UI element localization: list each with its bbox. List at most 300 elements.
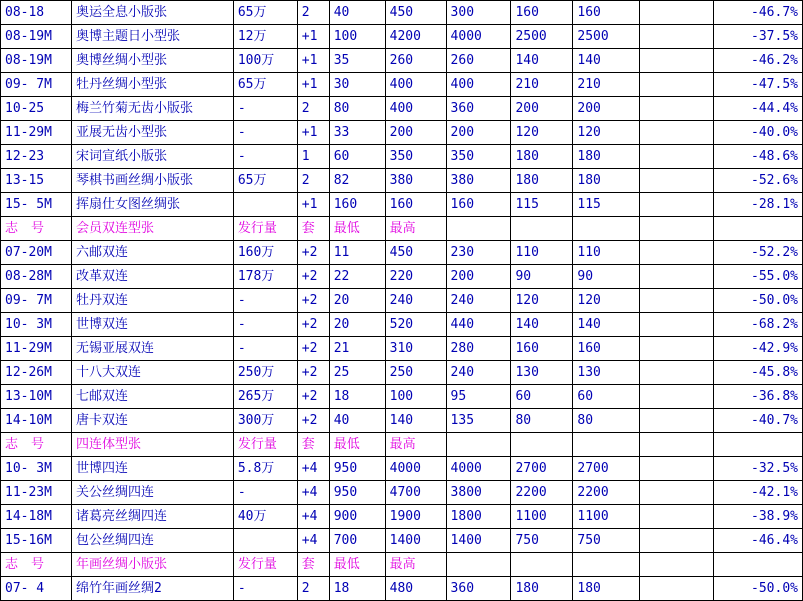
cell-code[interactable]: 13-10M [1, 385, 72, 409]
header-cell-price-a[interactable] [446, 433, 511, 457]
cell-name[interactable]: 牡丹双连 [71, 289, 233, 313]
cell-price-a[interactable]: 440 [446, 313, 511, 337]
table-row [1, 313, 803, 337]
cell-issue-qty[interactable] [233, 193, 297, 217]
cell-issue-qty[interactable]: 5.8万 [233, 457, 297, 481]
table-row [1, 577, 803, 601]
cell-price-a[interactable]: 400 [446, 73, 511, 97]
cell-blank[interactable] [640, 529, 714, 553]
cell-set[interactable]: +2 [297, 241, 329, 265]
cell-price-b[interactable]: 90 [511, 265, 573, 289]
cell-price-c[interactable]: 210 [573, 73, 640, 97]
header-cell-price-c[interactable] [573, 433, 640, 457]
cell-set[interactable]: +4 [297, 481, 329, 505]
cell-price-b[interactable]: 120 [511, 289, 573, 313]
cell-price-c[interactable]: 750 [573, 529, 640, 553]
cell-blank[interactable] [640, 49, 714, 73]
cell-name[interactable]: 琴棋书画丝绸小版张 [71, 169, 233, 193]
cell-issue-qty[interactable]: - [233, 337, 297, 361]
table-row [1, 385, 803, 409]
cell-name[interactable]: 亚展无齿小型张 [71, 121, 233, 145]
cell-name[interactable]: 挥扇仕女图丝绸张 [71, 193, 233, 217]
cell-code[interactable]: 14-18M [1, 505, 72, 529]
cell-issue-qty[interactable]: 178万 [233, 265, 297, 289]
cell-blank[interactable] [640, 313, 714, 337]
cell-high-price[interactable]: 450 [385, 1, 446, 25]
cell-name[interactable]: 梅兰竹菊无齿小版张 [71, 97, 233, 121]
header-cell-price-b[interactable] [511, 553, 573, 577]
header-cell-change-pct[interactable] [714, 433, 803, 457]
table-row [1, 73, 803, 97]
table-row [1, 361, 803, 385]
cell-low-price[interactable]: 35 [329, 49, 385, 73]
cell-price-c[interactable]: 180 [573, 169, 640, 193]
cell-price-a[interactable]: 3800 [446, 481, 511, 505]
header-cell-high-price[interactable]: 最高 [385, 553, 446, 577]
cell-issue-qty[interactable]: - [233, 313, 297, 337]
cell-issue-qty[interactable]: 65万 [233, 1, 297, 25]
cell-set[interactable]: +1 [297, 193, 329, 217]
table-row [1, 169, 803, 193]
cell-high-price[interactable]: 220 [385, 265, 446, 289]
cell-code[interactable]: 08-19M [1, 49, 72, 73]
cell-price-a[interactable]: 230 [446, 241, 511, 265]
cell-price-a[interactable]: 4000 [446, 25, 511, 49]
cell-name[interactable]: 六邮双连 [71, 241, 233, 265]
cell-high-price[interactable]: 4200 [385, 25, 446, 49]
cell-price-b[interactable]: 160 [511, 337, 573, 361]
cell-blank[interactable] [640, 481, 714, 505]
cell-low-price[interactable]: 700 [329, 529, 385, 553]
cell-set[interactable]: +2 [297, 409, 329, 433]
cell-name[interactable]: 宋词宣纸小版张 [71, 145, 233, 169]
cell-change-pct[interactable]: -50.0% [714, 577, 803, 601]
cell-low-price[interactable]: 950 [329, 457, 385, 481]
table-row [1, 25, 803, 49]
cell-blank[interactable] [640, 241, 714, 265]
cell-low-price[interactable]: 18 [329, 385, 385, 409]
cell-code[interactable]: 10-25 [1, 97, 72, 121]
cell-issue-qty[interactable]: 40万 [233, 505, 297, 529]
cell-issue-qty[interactable]: - [233, 577, 297, 601]
header-cell-change-pct[interactable] [714, 217, 803, 241]
cell-blank[interactable] [640, 121, 714, 145]
cell-low-price[interactable]: 20 [329, 289, 385, 313]
cell-low-price[interactable]: 160 [329, 193, 385, 217]
header-cell-set[interactable]: 套 [297, 553, 329, 577]
cell-change-pct[interactable]: -40.7% [714, 409, 803, 433]
cell-change-pct[interactable]: -36.8% [714, 385, 803, 409]
cell-price-a[interactable]: 200 [446, 121, 511, 145]
cell-blank[interactable] [640, 409, 714, 433]
table-row [1, 49, 803, 73]
cell-price-c[interactable]: 140 [573, 49, 640, 73]
cell-change-pct[interactable]: -28.1% [714, 193, 803, 217]
cell-set[interactable]: 2 [297, 169, 329, 193]
cell-code[interactable]: 07- 4 [1, 577, 72, 601]
header-cell-price-c[interactable] [573, 217, 640, 241]
cell-price-b[interactable]: 60 [511, 385, 573, 409]
cell-blank[interactable] [640, 25, 714, 49]
header-cell-price-b[interactable] [511, 433, 573, 457]
cell-high-price[interactable]: 520 [385, 313, 446, 337]
cell-price-c[interactable]: 115 [573, 193, 640, 217]
cell-set[interactable]: +1 [297, 49, 329, 73]
cell-high-price[interactable]: 350 [385, 145, 446, 169]
header-cell-issue-qty[interactable]: 发行量 [233, 433, 297, 457]
table-row [1, 409, 803, 433]
cell-set[interactable]: 2 [297, 1, 329, 25]
cell-high-price[interactable]: 1900 [385, 505, 446, 529]
cell-price-b[interactable]: 130 [511, 361, 573, 385]
cell-name[interactable]: 包公丝绸四连 [71, 529, 233, 553]
header-cell-price-b[interactable] [511, 217, 573, 241]
cell-blank[interactable] [640, 505, 714, 529]
cell-price-a[interactable]: 95 [446, 385, 511, 409]
cell-low-price[interactable]: 80 [329, 97, 385, 121]
cell-name[interactable]: 七邮双连 [71, 385, 233, 409]
cell-price-b[interactable]: 80 [511, 409, 573, 433]
cell-change-pct[interactable]: -50.0% [714, 289, 803, 313]
header-cell-price-a[interactable] [446, 553, 511, 577]
table-row [1, 505, 803, 529]
cell-set[interactable]: +2 [297, 289, 329, 313]
cell-code[interactable]: 11-29M [1, 121, 72, 145]
cell-price-a[interactable]: 260 [446, 49, 511, 73]
cell-set[interactable]: +1 [297, 121, 329, 145]
cell-set[interactable]: 1 [297, 145, 329, 169]
cell-blank[interactable] [640, 193, 714, 217]
cell-change-pct[interactable]: -38.9% [714, 505, 803, 529]
cell-low-price[interactable]: 25 [329, 361, 385, 385]
cell-code[interactable]: 13-15 [1, 169, 72, 193]
cell-name[interactable]: 改革双连 [71, 265, 233, 289]
cell-code[interactable]: 07-20M [1, 241, 72, 265]
cell-change-pct[interactable]: -32.5% [714, 457, 803, 481]
cell-code[interactable]: 10- 3M [1, 457, 72, 481]
header-cell-set[interactable]: 套 [297, 217, 329, 241]
cell-low-price[interactable]: 100 [329, 25, 385, 49]
cell-price-b[interactable]: 180 [511, 145, 573, 169]
cell-issue-qty[interactable]: 65万 [233, 169, 297, 193]
cell-price-a[interactable]: 1400 [446, 529, 511, 553]
cell-high-price[interactable]: 4700 [385, 481, 446, 505]
cell-change-pct[interactable]: -40.0% [714, 121, 803, 145]
cell-high-price[interactable]: 450 [385, 241, 446, 265]
cell-change-pct[interactable]: -68.2% [714, 313, 803, 337]
cell-name[interactable]: 无锡亚展双连 [71, 337, 233, 361]
cell-change-pct[interactable]: -52.6% [714, 169, 803, 193]
header-cell-high-price[interactable]: 最高 [385, 433, 446, 457]
cell-price-b[interactable]: 2500 [511, 25, 573, 49]
cell-change-pct[interactable]: -46.4% [714, 529, 803, 553]
cell-name[interactable]: 世博四连 [71, 457, 233, 481]
cell-price-b[interactable]: 1100 [511, 505, 573, 529]
cell-high-price[interactable]: 100 [385, 385, 446, 409]
cell-code[interactable]: 11-23M [1, 481, 72, 505]
table-row [1, 193, 803, 217]
cell-price-a[interactable]: 350 [446, 145, 511, 169]
cell-name[interactable]: 奥运全息小版张 [71, 1, 233, 25]
cell-code[interactable]: 08-19M [1, 25, 72, 49]
header-cell-price-a[interactable] [446, 217, 511, 241]
cell-set[interactable]: +1 [297, 73, 329, 97]
cell-price-a[interactable]: 160 [446, 193, 511, 217]
cell-low-price[interactable]: 40 [329, 409, 385, 433]
cell-price-b[interactable]: 115 [511, 193, 573, 217]
cell-price-b[interactable]: 750 [511, 529, 573, 553]
cell-change-pct[interactable]: -37.5% [714, 25, 803, 49]
cell-high-price[interactable]: 4000 [385, 457, 446, 481]
cell-price-b[interactable]: 2200 [511, 481, 573, 505]
cell-price-c[interactable]: 90 [573, 265, 640, 289]
cell-name[interactable]: 关公丝绸四连 [71, 481, 233, 505]
header-cell-blank[interactable] [640, 217, 714, 241]
table-row [1, 289, 803, 313]
cell-high-price[interactable]: 200 [385, 121, 446, 145]
section-header-row [1, 553, 803, 577]
cell-name[interactable]: 奥博主题日小型张 [71, 25, 233, 49]
cell-high-price[interactable]: 310 [385, 337, 446, 361]
cell-low-price[interactable]: 950 [329, 481, 385, 505]
cell-change-pct[interactable]: -48.6% [714, 145, 803, 169]
cell-set[interactable]: +2 [297, 385, 329, 409]
cell-code[interactable]: 15- 5M [1, 193, 72, 217]
cell-blank[interactable] [640, 457, 714, 481]
cell-change-pct[interactable]: -45.8% [714, 361, 803, 385]
cell-price-c[interactable]: 160 [573, 337, 640, 361]
cell-price-c[interactable]: 180 [573, 145, 640, 169]
cell-blank[interactable] [640, 265, 714, 289]
section-header-row [1, 217, 803, 241]
header-cell-blank[interactable] [640, 433, 714, 457]
cell-price-a[interactable]: 360 [446, 97, 511, 121]
cell-code[interactable]: 15-16M [1, 529, 72, 553]
cell-price-b[interactable]: 180 [511, 577, 573, 601]
header-cell-name[interactable]: 会员双连型张 [71, 217, 233, 241]
cell-set[interactable]: 2 [297, 577, 329, 601]
table-row [1, 337, 803, 361]
cell-low-price[interactable]: 22 [329, 265, 385, 289]
cell-price-b[interactable]: 160 [511, 1, 573, 25]
cell-blank[interactable] [640, 1, 714, 25]
cell-high-price[interactable]: 260 [385, 49, 446, 73]
cell-code[interactable]: 09- 7M [1, 73, 72, 97]
cell-code[interactable]: 12-26M [1, 361, 72, 385]
cell-issue-qty[interactable]: 300万 [233, 409, 297, 433]
header-cell-change-pct[interactable] [714, 553, 803, 577]
cell-issue-qty[interactable]: 160万 [233, 241, 297, 265]
cell-price-c[interactable]: 180 [573, 577, 640, 601]
cell-low-price[interactable]: 20 [329, 313, 385, 337]
cell-set[interactable]: +2 [297, 313, 329, 337]
cell-price-b[interactable]: 120 [511, 121, 573, 145]
header-cell-code[interactable]: 志 号 [1, 433, 72, 457]
section-header-row [1, 433, 803, 457]
cell-code[interactable]: 12-23 [1, 145, 72, 169]
header-cell-name[interactable]: 年画丝绸小版张 [71, 553, 233, 577]
cell-price-a[interactable]: 280 [446, 337, 511, 361]
header-cell-price-c[interactable] [573, 553, 640, 577]
cell-price-c[interactable]: 120 [573, 289, 640, 313]
cell-issue-qty[interactable]: - [233, 97, 297, 121]
table-row [1, 97, 803, 121]
cell-blank[interactable] [640, 361, 714, 385]
cell-high-price[interactable]: 380 [385, 169, 446, 193]
cell-price-c[interactable]: 2500 [573, 25, 640, 49]
cell-low-price[interactable]: 900 [329, 505, 385, 529]
cell-set[interactable]: +1 [297, 25, 329, 49]
cell-blank[interactable] [640, 97, 714, 121]
cell-set[interactable]: +4 [297, 457, 329, 481]
table-row [1, 457, 803, 481]
cell-price-a[interactable]: 360 [446, 577, 511, 601]
table-row [1, 145, 803, 169]
cell-price-a[interactable]: 300 [446, 1, 511, 25]
cell-code[interactable]: 11-29M [1, 337, 72, 361]
cell-name[interactable]: 诸葛亮丝绸四连 [71, 505, 233, 529]
header-cell-code[interactable]: 志 号 [1, 553, 72, 577]
cell-name[interactable]: 绵竹年画丝绸2 [71, 577, 233, 601]
cell-blank[interactable] [640, 385, 714, 409]
cell-set[interactable]: +2 [297, 361, 329, 385]
cell-set[interactable]: +2 [297, 337, 329, 361]
cell-price-c[interactable]: 1100 [573, 505, 640, 529]
table-row [1, 529, 803, 553]
cell-low-price[interactable]: 33 [329, 121, 385, 145]
cell-blank[interactable] [640, 169, 714, 193]
table-row [1, 241, 803, 265]
cell-price-c[interactable]: 2200 [573, 481, 640, 505]
cell-high-price[interactable]: 400 [385, 73, 446, 97]
cell-price-b[interactable]: 210 [511, 73, 573, 97]
cell-low-price[interactable]: 30 [329, 73, 385, 97]
cell-blank[interactable] [640, 73, 714, 97]
cell-issue-qty[interactable]: 265万 [233, 385, 297, 409]
header-cell-issue-qty[interactable]: 发行量 [233, 553, 297, 577]
cell-issue-qty[interactable] [233, 529, 297, 553]
cell-issue-qty[interactable]: - [233, 289, 297, 313]
cell-price-c[interactable]: 80 [573, 409, 640, 433]
cell-low-price[interactable]: 18 [329, 577, 385, 601]
cell-set[interactable]: +2 [297, 265, 329, 289]
cell-price-c[interactable]: 160 [573, 1, 640, 25]
cell-price-b[interactable]: 200 [511, 97, 573, 121]
cell-high-price[interactable]: 1400 [385, 529, 446, 553]
cell-code[interactable]: 09- 7M [1, 289, 72, 313]
cell-blank[interactable] [640, 577, 714, 601]
cell-code[interactable]: 08-18 [1, 1, 72, 25]
table-row [1, 121, 803, 145]
cell-blank[interactable] [640, 145, 714, 169]
cell-name[interactable]: 牡丹丝绸小型张 [71, 73, 233, 97]
cell-change-pct[interactable]: -52.2% [714, 241, 803, 265]
cell-code[interactable]: 14-10M [1, 409, 72, 433]
cell-name[interactable]: 世博双连 [71, 313, 233, 337]
cell-high-price[interactable]: 240 [385, 289, 446, 313]
cell-high-price[interactable]: 480 [385, 577, 446, 601]
cell-high-price[interactable]: 140 [385, 409, 446, 433]
header-cell-code[interactable]: 志 号 [1, 217, 72, 241]
cell-set[interactable]: 2 [297, 97, 329, 121]
cell-price-a[interactable]: 380 [446, 169, 511, 193]
cell-price-a[interactable]: 240 [446, 361, 511, 385]
cell-code[interactable]: 10- 3M [1, 313, 72, 337]
cell-issue-qty[interactable]: - [233, 145, 297, 169]
cell-price-c[interactable]: 120 [573, 121, 640, 145]
table-row [1, 1, 803, 25]
cell-issue-qty[interactable]: 250万 [233, 361, 297, 385]
cell-price-a[interactable]: 4000 [446, 457, 511, 481]
cell-issue-qty[interactable]: 65万 [233, 73, 297, 97]
cell-price-a[interactable]: 1800 [446, 505, 511, 529]
cell-name[interactable]: 十八大双连 [71, 361, 233, 385]
cell-change-pct[interactable]: -42.1% [714, 481, 803, 505]
cell-set[interactable]: +4 [297, 505, 329, 529]
cell-low-price[interactable]: 40 [329, 1, 385, 25]
cell-high-price[interactable]: 400 [385, 97, 446, 121]
cell-low-price[interactable]: 11 [329, 241, 385, 265]
cell-change-pct[interactable]: -42.9% [714, 337, 803, 361]
cell-change-pct[interactable]: -46.7% [714, 1, 803, 25]
cell-issue-qty[interactable]: 12万 [233, 25, 297, 49]
cell-price-b[interactable]: 110 [511, 241, 573, 265]
header-cell-set[interactable]: 套 [297, 433, 329, 457]
cell-price-a[interactable]: 200 [446, 265, 511, 289]
cell-price-c[interactable]: 130 [573, 361, 640, 385]
cell-change-pct[interactable]: -44.4% [714, 97, 803, 121]
cell-issue-qty[interactable]: - [233, 121, 297, 145]
cell-blank[interactable] [640, 289, 714, 313]
cell-price-b[interactable]: 2700 [511, 457, 573, 481]
cell-issue-qty[interactable]: - [233, 481, 297, 505]
cell-change-pct[interactable]: -47.5% [714, 73, 803, 97]
header-cell-low-price[interactable]: 最低 [329, 553, 385, 577]
table-row [1, 481, 803, 505]
header-cell-high-price[interactable]: 最高 [385, 217, 446, 241]
cell-name[interactable]: 奥博丝绸小型张 [71, 49, 233, 73]
cell-high-price[interactable]: 160 [385, 193, 446, 217]
cell-name[interactable]: 唐卡双连 [71, 409, 233, 433]
cell-price-c[interactable]: 2700 [573, 457, 640, 481]
cell-price-b[interactable]: 140 [511, 49, 573, 73]
cell-set[interactable]: +4 [297, 529, 329, 553]
cell-low-price[interactable]: 21 [329, 337, 385, 361]
cell-price-a[interactable]: 135 [446, 409, 511, 433]
cell-price-a[interactable]: 240 [446, 289, 511, 313]
cell-price-b[interactable]: 140 [511, 313, 573, 337]
cell-issue-qty[interactable]: 100万 [233, 49, 297, 73]
header-cell-name[interactable]: 四连体型张 [71, 433, 233, 457]
cell-price-c[interactable]: 200 [573, 97, 640, 121]
cell-change-pct[interactable]: -55.0% [714, 265, 803, 289]
cell-high-price[interactable]: 250 [385, 361, 446, 385]
header-cell-low-price[interactable]: 最低 [329, 217, 385, 241]
header-cell-low-price[interactable]: 最低 [329, 433, 385, 457]
table-row [1, 265, 803, 289]
cell-price-c[interactable]: 110 [573, 241, 640, 265]
cell-low-price[interactable]: 60 [329, 145, 385, 169]
cell-low-price[interactable]: 82 [329, 169, 385, 193]
cell-price-c[interactable]: 60 [573, 385, 640, 409]
header-cell-issue-qty[interactable]: 发行量 [233, 217, 297, 241]
cell-blank[interactable] [640, 337, 714, 361]
cell-code[interactable]: 08-28M [1, 265, 72, 289]
cell-change-pct[interactable]: -46.2% [714, 49, 803, 73]
header-cell-blank[interactable] [640, 553, 714, 577]
cell-price-b[interactable]: 180 [511, 169, 573, 193]
cell-price-c[interactable]: 140 [573, 313, 640, 337]
